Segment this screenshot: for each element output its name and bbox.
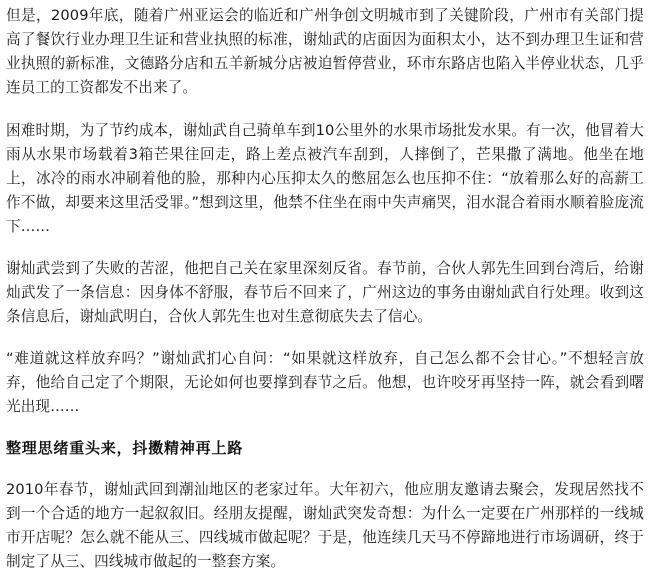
- section-heading: 整理思绪重头来，抖擞精神再上路: [6, 439, 244, 457]
- paragraph-spring-festival: 2010年春节，谢灿武回到潮汕地区的老家过年。大年初六，他应朋友邀请去聚会，发现居然找不到一个合适的地方一起叙叙旧。经朋友提醒，谢灿武突发奇想：为什么一定要在广州那样的一线城市开店呢？怎么就不能从三、四线城市做起呢？于是，他连续几天马不停蹄地进行市场调研，终于制定了从三、四线城市做起的一整套方案。: [6, 481, 644, 570]
- paragraph-hard-times: 困难时期，为了节约成本，谢灿武自己骑单车到10公里外的水果市场批发水果。有一次，他冒着大雨从水果市场载着3箱芒果往回走，路上差点被汽车刮到，人摔倒了，芒果撒了满地。他坐在地上，冰冷的雨水冲刷着他的脸，那种内心压抑太久的憋屈怎么也压抑不住：“放着那么好的高薪工作不做，却要来这里活受罪。”想到这里，他禁不住坐在雨中失声痛哭，泪水混合着雨水顺着脸庞流下……: [6, 122, 644, 235]
- paragraph-self-question: “难道就这样放弃吗？”谢灿武扪心自问：“如果就这样放弃，自己怎么都不会甘心。”不想轻言放弃，他给自己定了个期限，无论如何也要撑到春节之后。他想，也许咬牙再坚持一阵，就会看到曙光出现……: [6, 350, 644, 415]
- paragraph-reflection: 谢灿武尝到了失败的苦涩，他把自己关在家里深刻反省。春节前，合伙人郭先生回到台湾后，给谢灿武发了一条信息：因身体不舒服，春节后不回来了，广州这边的事务由谢灿武自行处理。收到这条信息后，谢灿武明白，合伙人郭先生也对生意彻底失去了信心。: [6, 260, 644, 325]
- paragraph-guangzhou-standards: 但是，2009年底，随着广州亚运会的临近和广州争创文明城市到了关键阶段，广州市有关部门提高了餐饮行业办理卫生证和营业执照的标准，谢灿武的店面因为面积太小，达不到办理卫生证和营业执照的新标准，文德路分店和五羊新城分店被迫暂停营业，环市东路店也陷入半停业状态，几乎连员工的工资都发不出来了。: [6, 7, 644, 96]
